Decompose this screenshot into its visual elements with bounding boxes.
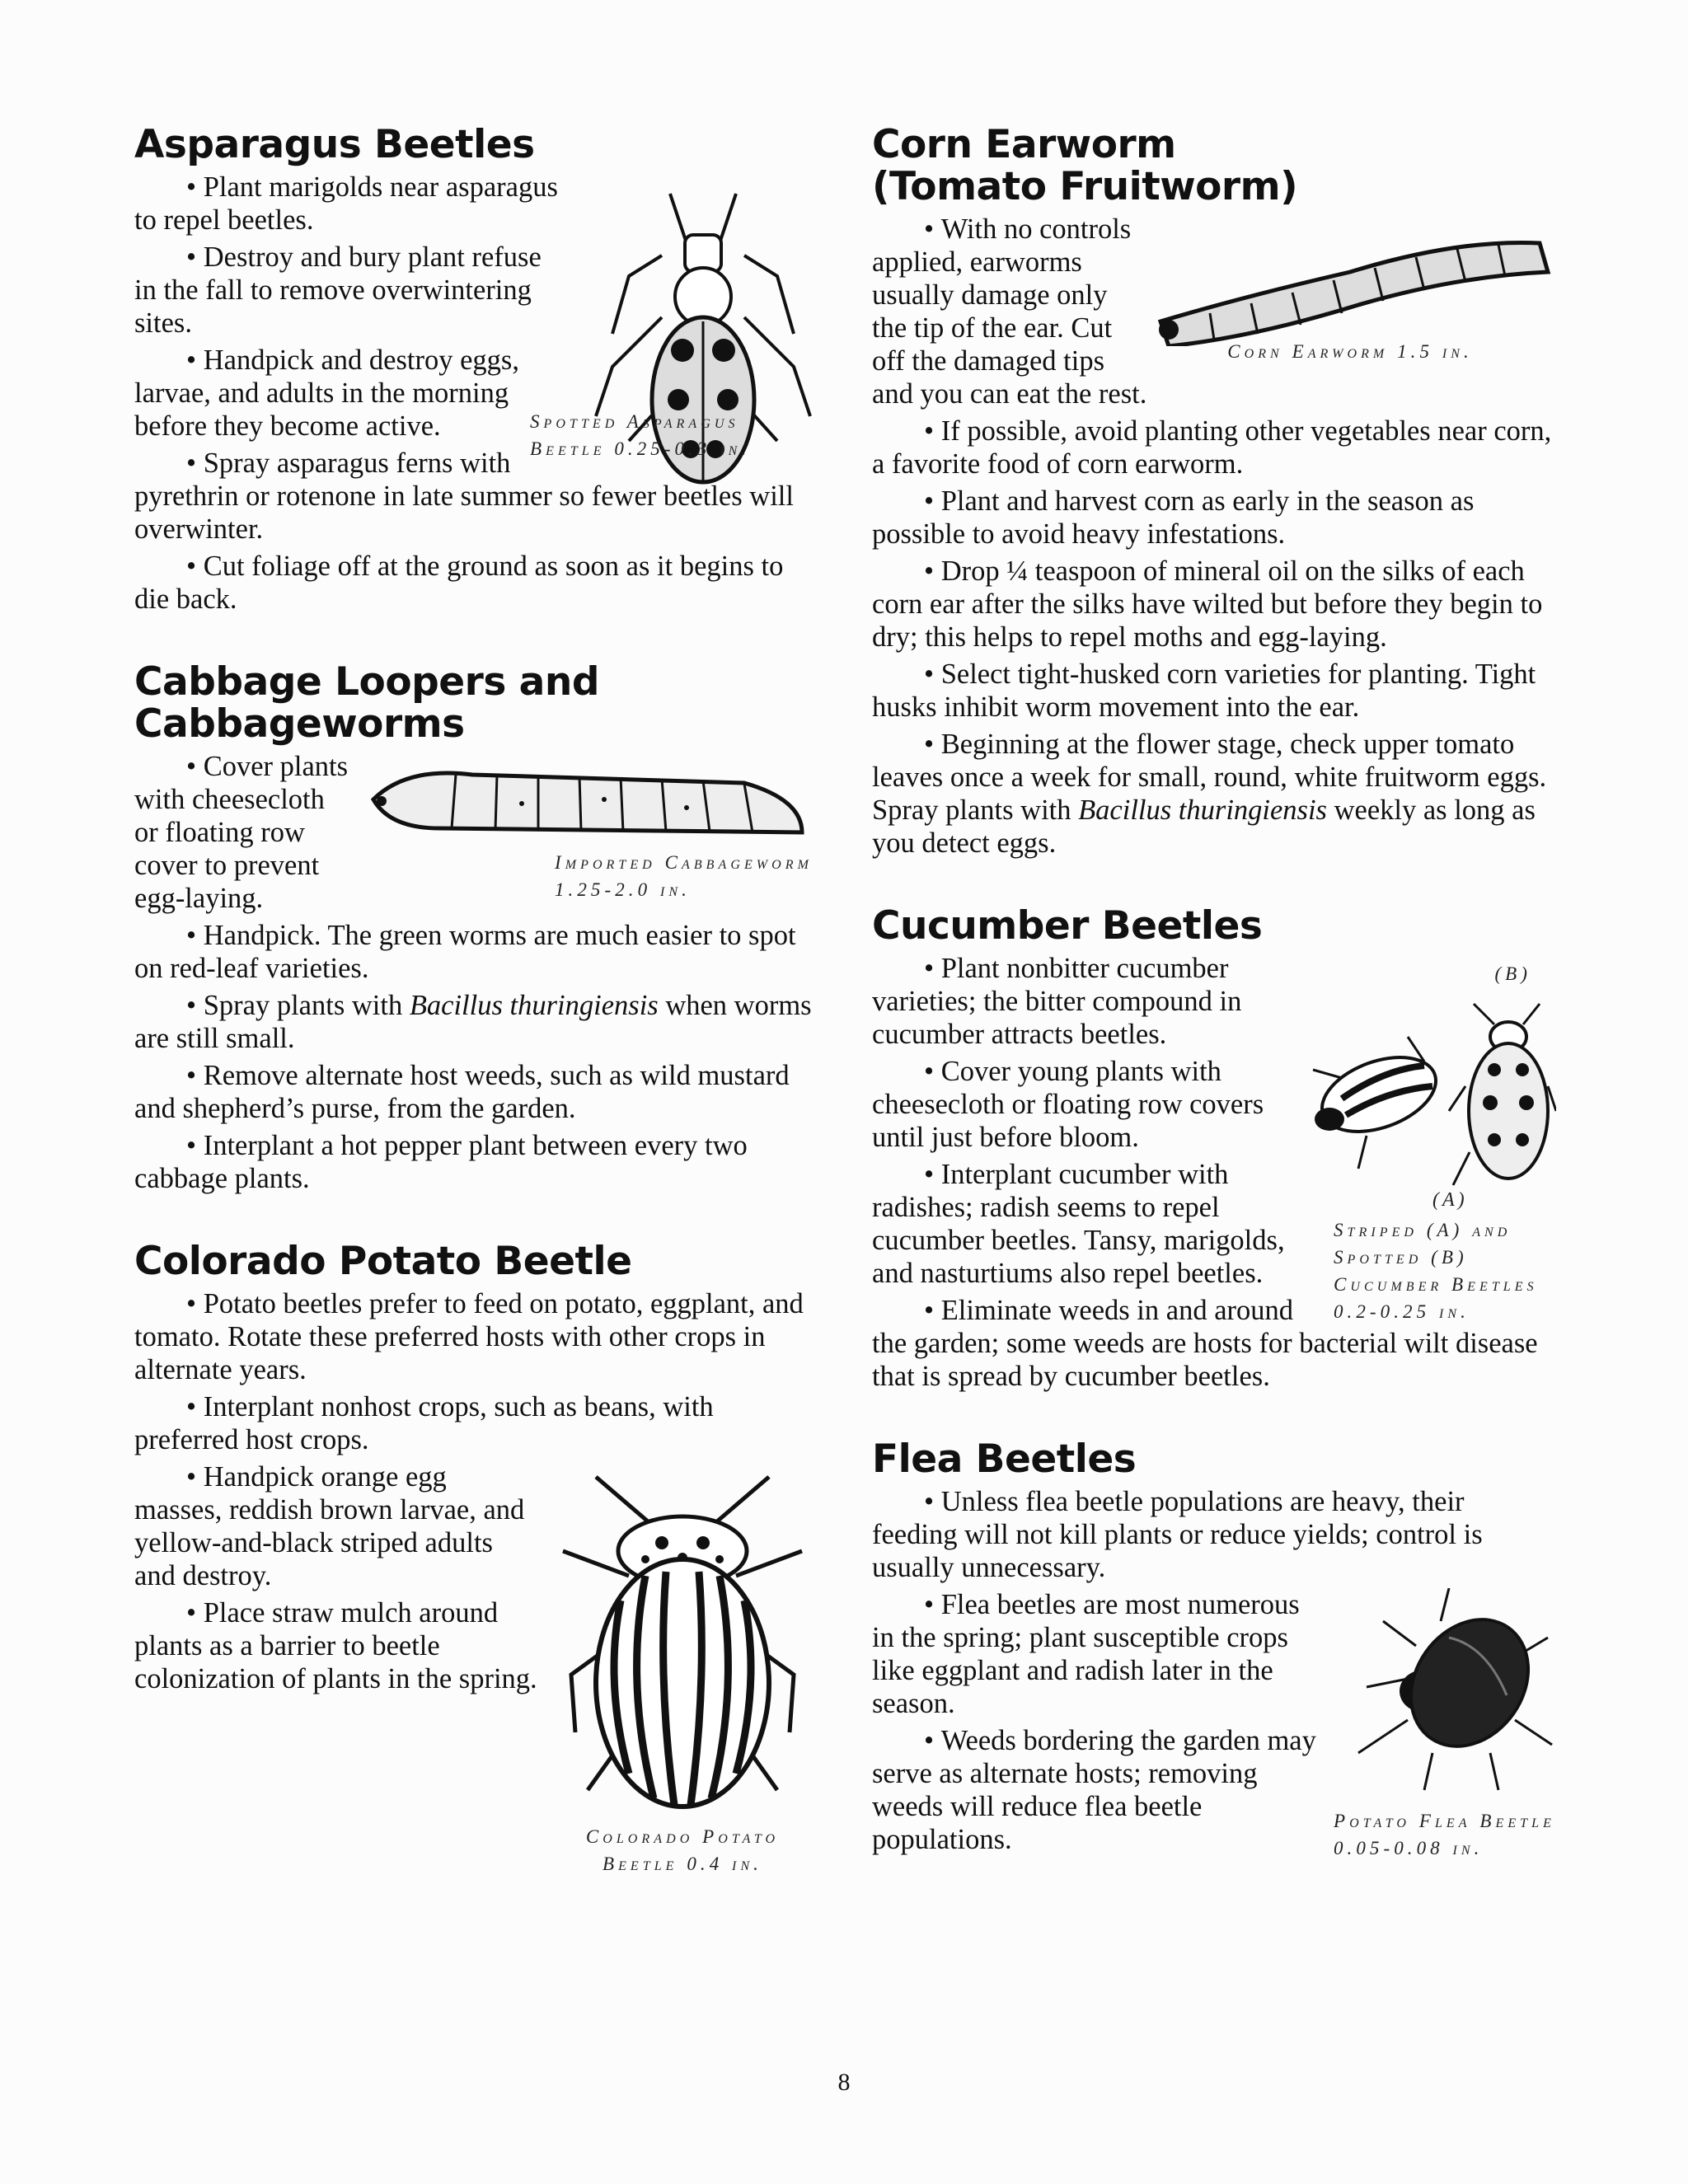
title-line-2: Cabbageworms (134, 701, 465, 747)
bullet: • Handpick orange egg masses, reddish brown larvae, and yellow-and-black striped adults and destroy. (134, 1460, 818, 1592)
section-title (134, 661, 818, 745)
corn-earworm-figure (1144, 223, 1556, 365)
title-line-1: Cabbage Loopers and (134, 659, 599, 705)
bullet: • Place straw mulch around plants as a barrier to beetle colonization of plants in the spring. (134, 1596, 818, 1695)
bullet: • Flea beetles are most numerous in the spring; plant susceptible crops like eggplant and radish later in the season. (872, 1588, 1556, 1720)
bullet: • Weeds bordering the garden may serve as alternate hosts; removing weeds will reduce flea beetle populations. (872, 1724, 1556, 1856)
species-name: Bacillus thuringiensis (409, 990, 659, 1021)
colorado-beetle-caption: Colorado Potato Beetle 0.4 in. (585, 1826, 780, 1874)
section-asparagus-beetles (134, 124, 818, 620)
flea-beetle-figure (1334, 1588, 1556, 1862)
bullet: • Eliminate weeds in and around the garden; some weeds are hosts for bacterial wilt disease that is spread by cucumber beetles. (872, 1294, 1556, 1393)
cucumber-beetles-illustration (1309, 987, 1556, 1210)
flea-beetle-illustration (1334, 1588, 1556, 1794)
bullet: • Interplant cucumber with radishes; radish seems to repel cucumber beetles. Tansy, marigolds, and nasturtiums also repel beetles. (872, 1158, 1556, 1290)
bullet: • Drop ¼ teaspoon of mineral oil on the silks of each corn ear after the silks have wilted but before they begin to dry; this helps to repel moths and egg-laying. (872, 555, 1556, 654)
bullet (872, 728, 1556, 860)
bullet-text: Beginning at the flower stage, check upper tomato leaves once a week for small, round, white fruitworm eggs. Spray plants with (872, 729, 1547, 826)
cabbageworm-caption: Imported Cabbageworm 1.25-2.0 in. (555, 852, 814, 900)
bullet: • Cut foliage off at the ground as soon as it begins to die back. (134, 550, 818, 616)
cabbageworm-figure (357, 750, 818, 903)
bullet: • Handpick. The green worms are much easier to spot on red-leaf varieties. (134, 919, 818, 985)
colorado-beetle-figure (546, 1460, 818, 1877)
title-line-1: Corn Earworm (872, 122, 1176, 167)
label-a: (A) (1432, 1189, 1468, 1210)
bullet: • Handpick and destroy eggs, larvae, and adults in the morning before they become active. (134, 344, 818, 443)
bullet (134, 989, 818, 1055)
label-b: (B) (1494, 963, 1531, 984)
bullet: • Spray asparagus ferns with pyrethrin or rotenone in late summer so fewer beetles will overwinter. (134, 447, 818, 546)
species-name: Bacillus thuringiensis (1078, 794, 1327, 826)
bullet: • Cover young plants with cheesecloth or floating row covers until just before bloom. (872, 1055, 1556, 1154)
asparagus-beetle-figure (530, 177, 818, 462)
bullet: • Cover plants with cheesecloth or floating row cover to prevent egg-laying. (134, 750, 818, 915)
bullet: • Unless flea beetle populations are heavy, their feeding will not kill plants or reduce yields; control is usually unnecessary. (872, 1485, 1556, 1584)
bullet: • Potato beetles prefer to feed on potato, eggplant, and tomato. Rotate these preferred hosts with other crops in alternate years. (134, 1287, 818, 1386)
title-line-2: (Tomato Fruitworm) (872, 164, 1298, 209)
bullet: • With no controls applied, earworms usually damage only the tip of the ear. Cut off the damaged tips and you can eat the rest. (872, 213, 1556, 410)
section-corn-earworm (872, 124, 1556, 864)
section-colorado-potato-beetle (134, 1240, 818, 1877)
bullet: • Plant and harvest corn as early in the season as possible to avoid heavy infestations. (872, 485, 1556, 551)
bullet: • Plant nonbitter cucumber varieties; the bitter compound in cucumber attracts beetles. (872, 952, 1556, 1051)
bullet: • Interplant nonhost crops, such as beans, with preferred host crops. (134, 1390, 818, 1456)
corn-earworm-caption: Corn Earworm 1.5 in. (1227, 341, 1473, 362)
bullet: • Select tight-husked corn varieties for planting. Tight husks inhibit worm movement into the ear. (872, 658, 1556, 724)
cucumber-beetles-figure (1309, 960, 1556, 1325)
colorado-beetle-illustration (546, 1460, 818, 1815)
bullet-text: Spray plants with (203, 990, 410, 1021)
page-number: 8 (837, 2069, 851, 2096)
bullet: • Interplant a hot pepper plant between every two cabbage plants. (134, 1129, 818, 1195)
bullet: • Plant marigolds near asparagus to repel beetles. (134, 171, 818, 237)
section-title: Flea Beetles (872, 1436, 1137, 1482)
section-flea-beetles (872, 1438, 1556, 1862)
bullet-text: when worms are still small. (134, 990, 812, 1054)
section-title: Asparagus Beetles (134, 122, 535, 167)
asparagus-beetle-caption: Spotted Asparagus Beetle 0.25-0.3 in. (530, 411, 751, 459)
right-column (872, 124, 1556, 1903)
cucumber-beetles-caption: Striped (A) and Spotted (B) Cucumber Beetles 0.2-0.25 in. (1334, 1220, 1538, 1322)
section-title: Colorado Potato Beetle (134, 1239, 632, 1284)
corn-earworm-illustration (1144, 223, 1556, 346)
bullet-text: weekly as long as you detect eggs. (872, 794, 1536, 859)
flea-beetle-caption: Potato Flea Beetle 0.05-0.08 in. (1334, 1811, 1555, 1858)
bullet: • Remove alternate host weeds, such as wild mustard and shepherd’s purse, from the garden. (134, 1059, 818, 1125)
cabbageworm-illustration (357, 750, 818, 849)
bullet: • If possible, avoid planting other vegetables near corn, a favorite food of corn earworm. (872, 415, 1556, 480)
section-title: Cucumber Beetles (872, 903, 1263, 949)
section-cabbage-loopers (134, 661, 818, 1199)
section-title (872, 124, 1556, 208)
bullet: • Destroy and bury plant refuse in the fall to remove overwintering sites. (134, 241, 818, 340)
left-column (134, 124, 818, 1919)
section-cucumber-beetles (872, 905, 1556, 1397)
